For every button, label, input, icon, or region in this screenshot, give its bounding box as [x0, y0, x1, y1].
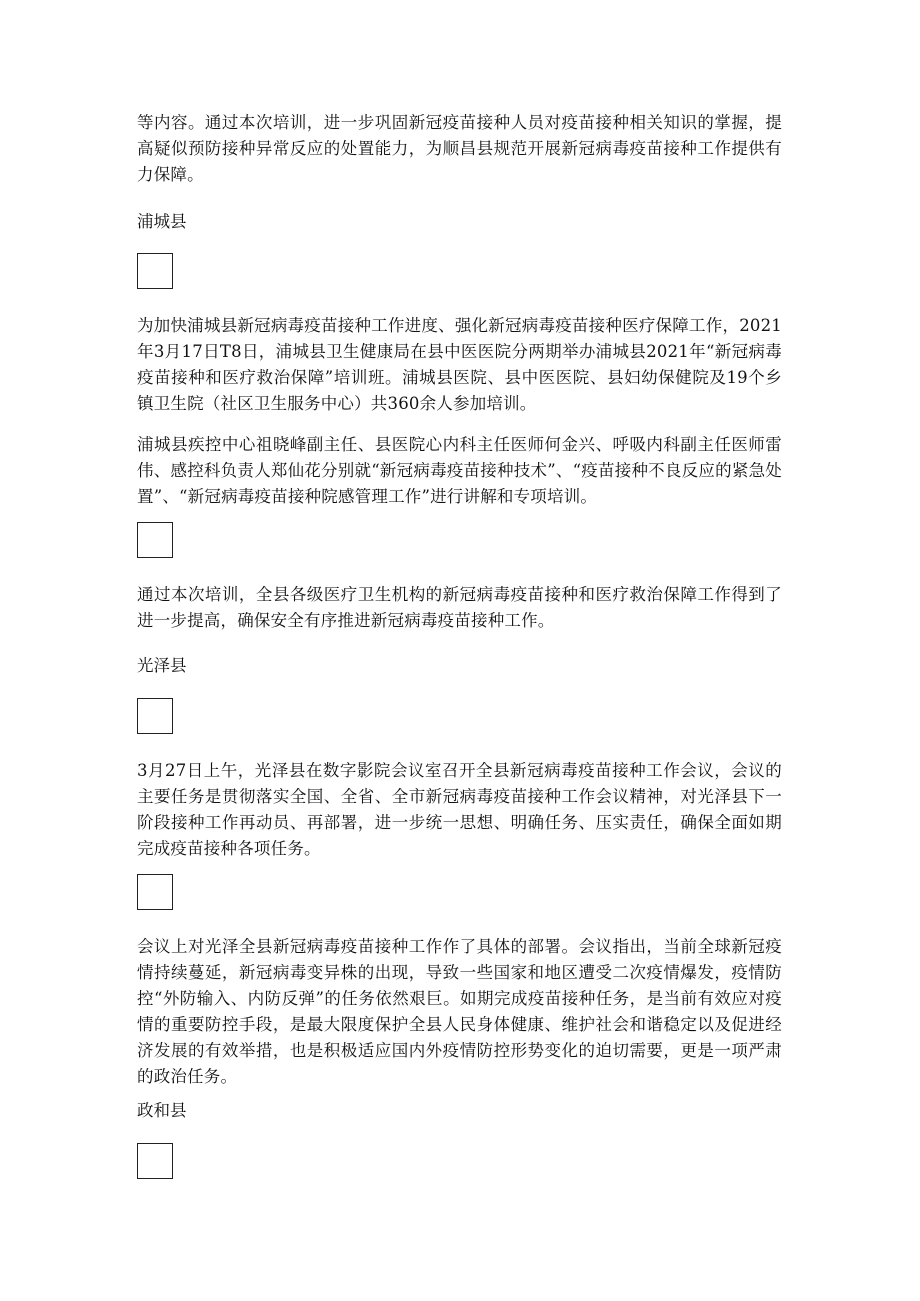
- paragraph-shunchang-conclusion: 等内容。通过本次培训，进一步巩固新冠疫苗接种人员对疫苗接种相关知识的掌握，提高疑似预防接种异常反应的处置能力，为顺昌县规范开展新冠病毒疫苗接种工作提供有力保障。: [137, 113, 782, 184]
- image-placeholder-guangze-1: [137, 698, 173, 734]
- image-placeholder-pucheng-2: [137, 522, 173, 558]
- paragraph-pucheng-intro: 为加快浦城县新冠病毒疫苗接种工作进度、强化新冠病毒疫苗接种医疗保障工作，2021年3月17日T8日，浦城县卫生健康局在县中医医院分两期举办浦城县2021年“新冠病毒疫苗接种和医疗救治保障”培训班。浦城县医院、县中医医院、县妇幼保健院及19个乡镇卫生院（社区卫生服务中心）共360余人参加培训。: [137, 316, 782, 413]
- image-placeholder-guangze-2: [137, 874, 173, 910]
- heading-zhenghe: 政和县: [137, 1101, 187, 1120]
- image-placeholder-zhenghe-1: [137, 1143, 173, 1179]
- paragraph-pucheng-speakers: 浦城县疾控中心祖晓峰副主任、县医院心内科主任医师何金兴、呼吸内科副主任医师雷伟、感控科负责人郑仙花分别就“新冠病毒疫苗接种技术”、“疫苗接种不良反应的紧急处置”、“新冠病毒疫苗接种院感管理工作”进行讲解和专项培训。: [137, 435, 782, 506]
- paragraph-guangze-meeting: 3月27日上午，光泽县在数字影院会议室召开全县新冠病毒疫苗接种工作会议，会议的主要任务是贯彻落实全国、全省、全市新冠病毒疫苗接种工作会议精神，对光泽县下一阶段接种工作再动员、再部署，进一步统一思想、明确任务、压实责任，确保全面如期完成疫苗接种各项任务。: [137, 761, 782, 858]
- paragraph-guangze-deployment: 会议上对光泽全县新冠病毒疫苗接种工作作了具体的部署。会议指出，当前全球新冠疫情持续蔓延，新冠病毒变异株的出现，导致一些国家和地区遭受二次疫情爆发，疫情防控“外防输入、内防反弹”的任务依然艰巨。如期完成疫苗接种任务，是当前有效应对疫情的重要防控手段，是最大限度保护全县人民身体健康、维护社会和谐稳定以及促进经济发展的有效举措，也是积极适应国内外疫情防控形势变化的迫切需要，更是一项严肃的政治任务。: [137, 937, 782, 1086]
- heading-pucheng: 浦城县: [137, 212, 187, 231]
- image-placeholder-pucheng-1: [137, 253, 173, 289]
- heading-guangze: 光泽县: [137, 656, 187, 675]
- paragraph-pucheng-conclusion: 通过本次培训，全县各级医疗卫生机构的新冠病毒疫苗接种和医疗救治保障工作得到了进一步提高，确保安全有序推进新冠病毒疫苗接种工作。: [137, 585, 782, 630]
